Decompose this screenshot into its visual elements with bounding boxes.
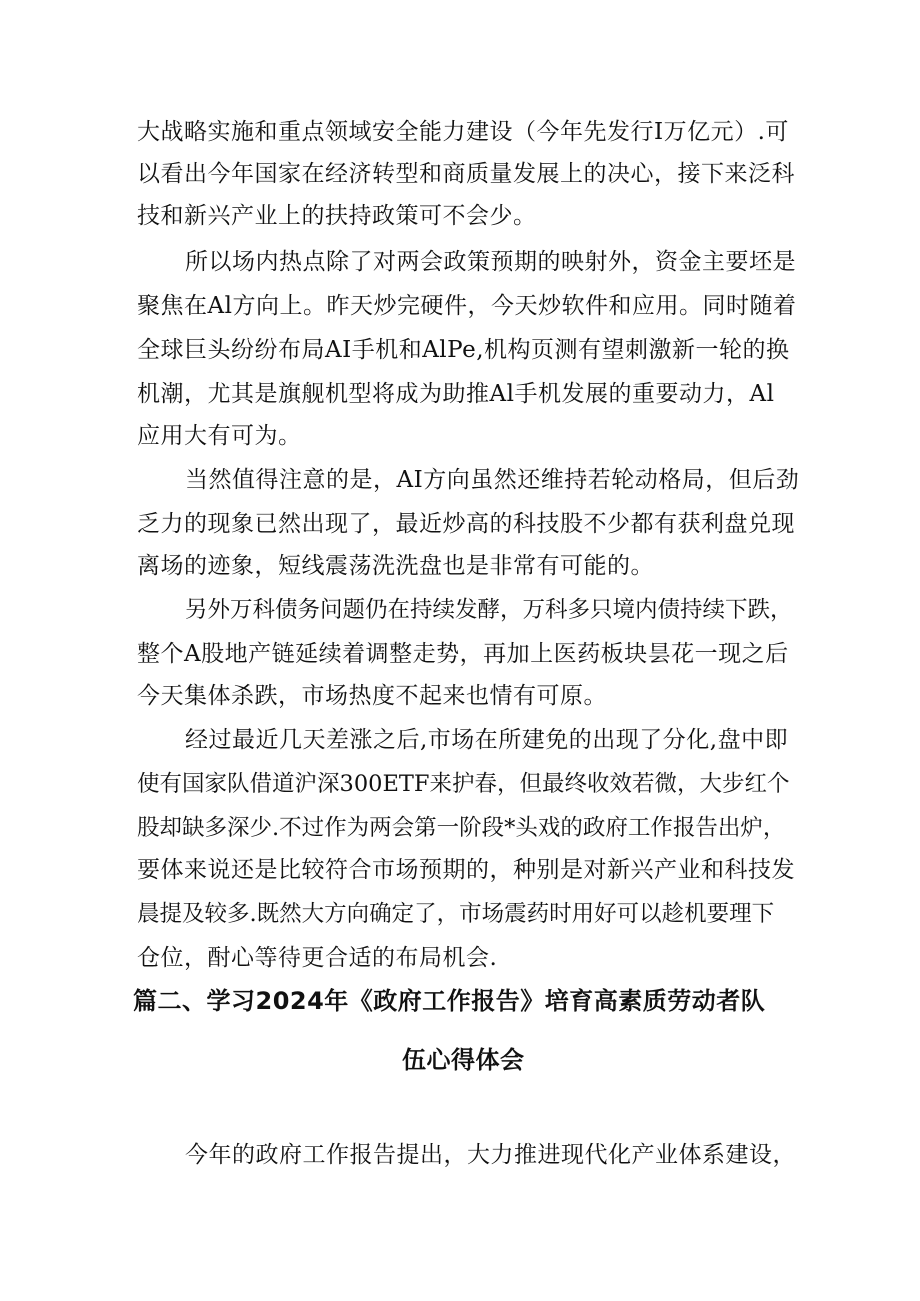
paragraph-line: 技和新兴产业上的扶持政策可不会少。 (137, 203, 537, 229)
paragraph-line: 大战略实施和重点领域安全能力建设（今年先发行I万亿元）.可 (137, 119, 789, 145)
paragraph-line: 全球巨头纷纷布局AI手机和AlPe,机构页测有望刺激新一轮的换 (137, 337, 790, 363)
paragraph-line: 机潮，尤其是旗舰机型将成为助推Al手机发展的重要动力，Al (137, 381, 775, 407)
paragraph-line: 今年的政府工作报告提出，大力推进现代化产业体系建设， (185, 1142, 796, 1168)
paragraph-line: 乏力的现象已然出现了，最近炒高的科技股不少都有获利盘兑现 (137, 511, 795, 537)
paragraph-line: 使有国家队借道沪深300ETF来护春，但最终收效若微，大步红个 (137, 771, 790, 797)
paragraph-line: 应用大有可为。 (137, 423, 302, 449)
section-heading-line2: 伍心得体会 (402, 1046, 525, 1074)
paragraph-line: 要体来说还是比较符合市场预期的，种别是对新兴产业和科技发 (137, 857, 795, 883)
paragraph-line: 所以场内热点除了对两会政策预期的映射外，资金主要坯是 (185, 249, 796, 275)
paragraph-line: 今天集体杀跌，市场热度不起来也情有可原。 (137, 683, 607, 709)
paragraph-line: 仓位，酎心等待更合适的布局机会. (137, 945, 498, 971)
paragraph-line: 当然值得注意的是，AI方向虽然还维持若轮动格局，但后劲 (185, 467, 800, 493)
paragraph-line: 经过最近几天差涨之后,市场在所建免的出现了分化,盘中即 (185, 727, 789, 753)
paragraph-line: 股却缺多深少.不过作为两会第一阶段*头戏的政府工作报告出炉， (137, 815, 786, 841)
paragraph-line: 聚焦在Al方向上。昨天炒完硬件，今天炒软件和应用。同时随着 (137, 293, 797, 319)
paragraph-line: 整个A股地产链延续着调整走势，再加上医药板块昙花一现之后 (137, 641, 789, 667)
paragraph-line: 晨提及较多.既然大方向确定了，市场震药时用好可以趁机要理下 (137, 901, 775, 927)
section-heading-line1: 篇二、学习2024年《政府工作报告》培育高素质劳动者队 (133, 987, 766, 1015)
paragraph-line: 另外万科债务问题仍在持续发酵，万科多只境内债持续下跌， (185, 597, 793, 623)
paragraph-line: 离场的迹象，短线震荡洗洗盘也是非常有可能的。 (137, 553, 654, 579)
paragraph-line: 以看出今年国家在经济转型和商质量发展上的决心，接下来泛科 (137, 161, 795, 187)
